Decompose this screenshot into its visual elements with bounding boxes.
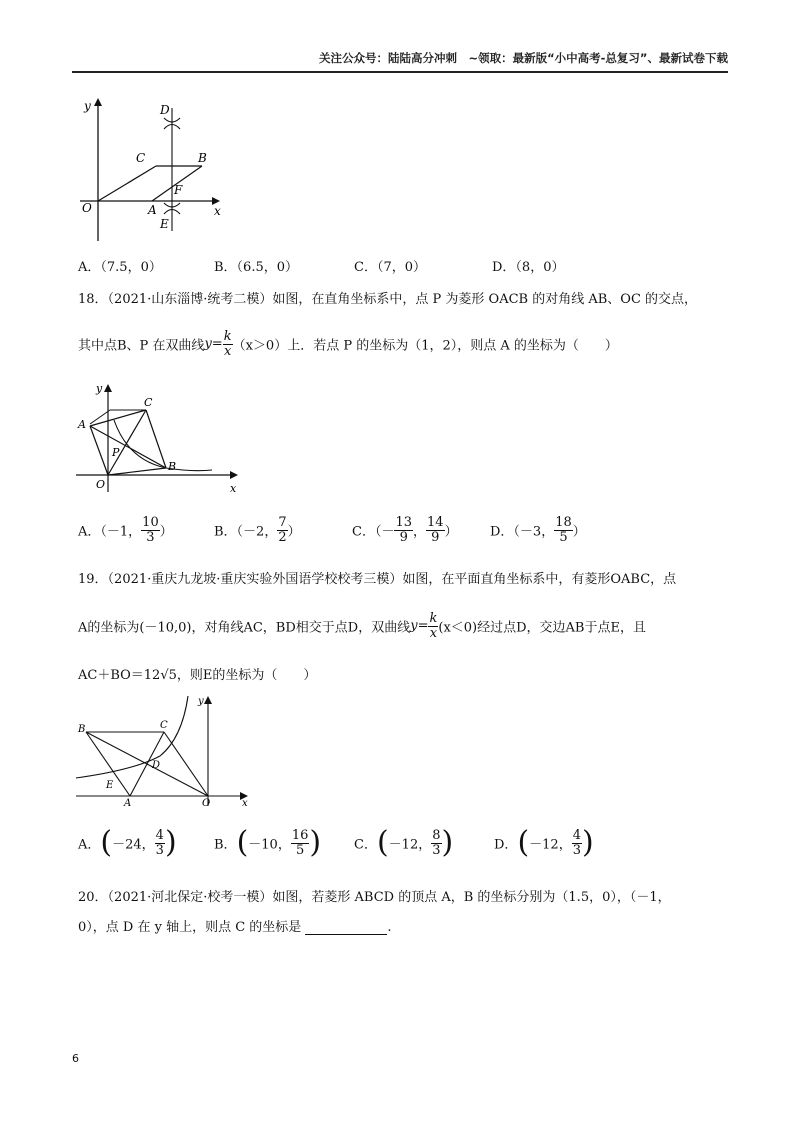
q19-optD-a: －12， — [529, 837, 572, 853]
header-divider — [72, 71, 728, 73]
q19-text-line2 — [78, 612, 646, 640]
q18-optD-den: 5 — [554, 530, 573, 545]
q18-line2-pre: 其中点B、P 在双曲线 — [78, 338, 205, 354]
q19-optC-pre: C． — [354, 837, 377, 853]
fig17-label-b: B — [198, 151, 207, 165]
fig17-label-d: D — [160, 103, 170, 117]
q19-text-line3: AC＋BO＝12√5，则E的坐标为（ ） — [78, 668, 317, 683]
q18-optC-pre: C．（－ — [352, 524, 395, 540]
q17-option-d: D．（8，0） — [492, 260, 565, 275]
q18-option-b — [214, 516, 301, 544]
fig17-label-e: E — [160, 217, 169, 231]
fig17-label-o: O — [82, 201, 92, 215]
q19-optC-lparen: ( — [376, 825, 389, 860]
q19-optD-fraction — [572, 829, 582, 857]
q18-line2-post: （x＞0）上．若点 P 的坐标为（1，2），则点 A 的坐标为（ ） — [232, 338, 618, 354]
q19-line2-pre: A的坐标为(－10,0)，对角线AC，BD相交于点D，双曲线 — [78, 620, 411, 636]
q18-optD-post: ） — [572, 524, 586, 540]
fig17-label-a: A — [148, 203, 157, 217]
fig19-label-x: x — [242, 798, 248, 809]
q19-optA-a: －24， — [112, 837, 155, 853]
q19-optA-pre: A． — [78, 837, 101, 853]
q19-optA-den: 3 — [155, 842, 164, 858]
q19-optD-lparen: ( — [517, 825, 530, 860]
q19-eq-fraction — [428, 612, 438, 640]
q18-eq-num: k — [223, 329, 232, 344]
q17-option-a: A．（7.5，0） — [78, 260, 162, 275]
fig18-label-o: O — [96, 478, 106, 491]
fig18-label-c: C — [144, 396, 153, 409]
q19-optA-rparen: ) — [164, 825, 177, 860]
q19-optA-fraction — [155, 829, 165, 857]
q18-optA-post: ） — [159, 524, 173, 540]
q17-option-b: B．（6.5，0） — [214, 260, 298, 275]
fig19-label-d: D — [152, 760, 161, 771]
q19-optB-pre: B． — [214, 837, 237, 853]
q19-optB-num: 16 — [291, 827, 309, 843]
q18-optA-pre: A．（－1， — [78, 524, 142, 540]
q20-text-line2 — [78, 916, 392, 935]
fig18-label-a: A — [78, 418, 86, 431]
q19-optB-fraction — [291, 829, 310, 857]
q18-optB-den: 2 — [278, 529, 287, 545]
fig19-label-c: C — [160, 720, 168, 731]
q18-optC-mid: ， — [413, 524, 427, 540]
fig18-label-b: B — [168, 460, 177, 473]
q18-optA-den: 3 — [141, 530, 160, 545]
fig17-label-x: x — [214, 204, 221, 218]
q20-line2-end: . — [387, 920, 392, 935]
q20-text-line1: 20．（2021·河北保定·校考一模）如图，若菱形 ABCD 的顶点 A，B 的坐标分别为（1.5，0），（－1， — [78, 890, 671, 905]
q19-option-b — [214, 825, 322, 860]
q19-eq-num: k — [429, 611, 438, 626]
q18-optB-pre: B．（－2， — [214, 524, 278, 540]
q18-eq-equals: = — [211, 336, 223, 352]
q19-optA-lparen: ( — [100, 825, 113, 860]
q19-optB-lparen: ( — [236, 825, 249, 860]
q18-text-line1: 18．（2021·山东淄博·统考二模）如图，在直角坐标系中，点 P 为菱形 OACB 的对角线 AB、OC 的交点， — [78, 292, 698, 307]
q19-line2-post: (x＜0)经过点D，交边AB于点E，且 — [438, 620, 646, 636]
q18-optB-post: ） — [287, 524, 301, 540]
q19-optC-rparen: ) — [441, 825, 454, 860]
q19-eq-den: x — [429, 625, 438, 641]
fig17-label-y: y — [84, 99, 91, 113]
q19-optC-a: －12， — [388, 837, 432, 853]
q20-line2-text: 0），点 D 在 y 轴上，则点 C 的坐标是 — [78, 920, 302, 935]
q19-optD-pre: D． — [494, 837, 518, 853]
q18-option-d — [490, 516, 586, 544]
q19-optD-rparen: ) — [581, 825, 594, 860]
figure-q18 — [74, 380, 244, 500]
q18-optC-fraction2 — [426, 516, 445, 544]
fig18-label-y: y — [96, 382, 103, 395]
q18-optC-fraction1 — [394, 516, 413, 544]
fig17-label-c: C — [136, 151, 146, 165]
q18-optB-num: 7 — [278, 515, 287, 530]
q19-optA-num: 4 — [155, 827, 164, 843]
figure-q19 — [74, 692, 254, 810]
q18-option-c — [352, 516, 458, 544]
q19-eq-y: y — [410, 618, 418, 634]
fig17-label-f: F — [174, 183, 183, 197]
q19-optC-num: 8 — [432, 827, 441, 843]
q19-option-a — [78, 825, 177, 860]
q18-text-line2 — [78, 330, 618, 358]
q19-optB-a: －10， — [248, 837, 291, 853]
q18-eq-den: x — [223, 343, 232, 359]
fig19-label-b: B — [78, 724, 86, 735]
q17-option-c: C．（7，0） — [354, 260, 426, 275]
fig18-label-x: x — [230, 482, 237, 495]
fig19-label-e: E — [106, 780, 114, 791]
q18-optC-num2: 14 — [427, 515, 444, 530]
q18-optD-fraction — [554, 516, 573, 544]
q19-optB-den: 5 — [291, 843, 310, 858]
q18-optA-fraction — [141, 516, 160, 544]
q18-optC-den2: 9 — [426, 530, 445, 545]
page-header: 关注公众号：陆陆高分冲刺 ~领取：最新版“小中高考-总复习”、最新试卷下载 — [318, 51, 728, 65]
q18-optA-num: 10 — [142, 515, 159, 530]
q19-text-line1: 19．（2021·重庆九龙坡·重庆实验外国语学校校考三模）如图，在平面直角坐标系中，有菱形OABC，点 — [78, 572, 677, 587]
q18-option-a — [78, 516, 173, 544]
q19-optB-rparen: ) — [309, 825, 322, 860]
q19-option-c — [354, 825, 454, 860]
figure-q17 — [78, 96, 238, 244]
q18-optC-post: ） — [444, 524, 458, 540]
q19-optD-num: 4 — [572, 827, 581, 843]
q18-optD-pre: D．（－3， — [490, 524, 555, 540]
fig19-label-o: O — [202, 798, 211, 809]
fig18-label-p: P — [112, 446, 120, 459]
q18-optC-den1: 9 — [394, 530, 413, 545]
q18-eq-y: y — [204, 336, 212, 352]
q18-optD-num: 18 — [555, 515, 572, 530]
q18-eq-fraction — [223, 330, 233, 358]
page-number: 6 — [72, 1052, 79, 1065]
q18-optC-num1: 13 — [395, 515, 412, 530]
q19-option-d — [494, 825, 594, 860]
fig19-label-y: y — [198, 696, 204, 707]
q19-eq-equals: = — [417, 618, 429, 634]
q19-optD-den: 3 — [572, 842, 581, 858]
q18-optB-fraction — [277, 516, 287, 544]
q20-answer-blank[interactable] — [305, 922, 387, 935]
q19-optC-den: 3 — [432, 842, 441, 858]
fig19-label-a: A — [124, 798, 132, 809]
q19-optC-fraction — [431, 829, 441, 857]
